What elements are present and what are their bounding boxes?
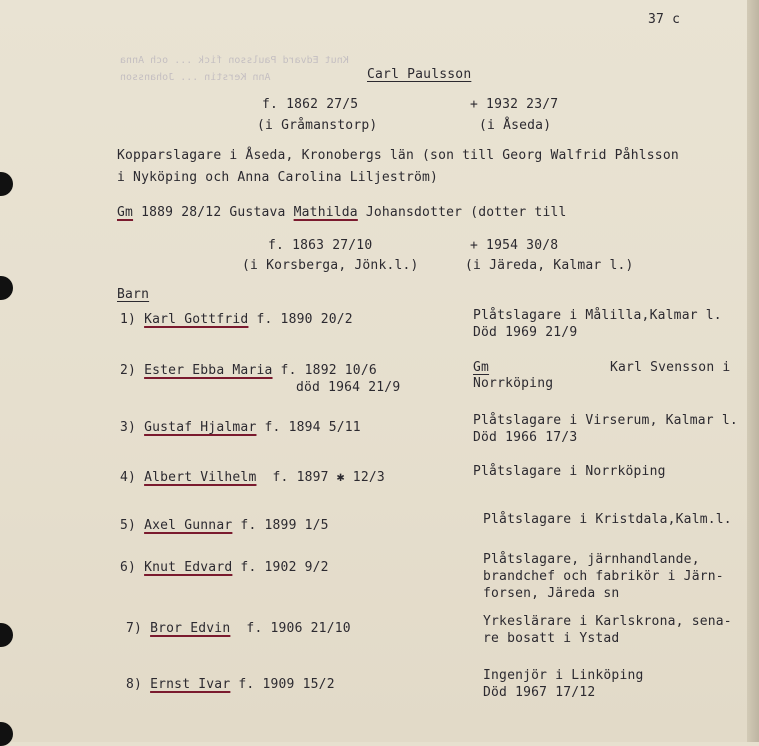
child-note: Död 1967 17/12	[483, 685, 596, 700]
death-place: (i Åseda)	[479, 118, 552, 133]
child-entry: 7) Bror Edvin f. 1906 21/10	[126, 621, 351, 636]
marriage-line: Gm 1889 28/12 Gustava Mathilda Johansdotter (dotter till	[117, 205, 567, 220]
spouse-death-date: + 1954 30/8	[470, 238, 559, 253]
child-entry: 6) Knut Edvard f. 1902 9/2	[120, 560, 329, 575]
child-entry: 4) Albert Vilhelm f. 1897 ✱ 12/3	[120, 470, 385, 485]
child-note: forsen, Järeda sn	[483, 586, 620, 601]
description-line: Kopparslagare i Åseda, Kronobergs län (son till Georg Walfrid Påhlsson	[117, 148, 679, 163]
child-note: Plåtslagare i Virserum, Kalmar l.	[473, 413, 738, 428]
child-note: Död 1966 17/3	[473, 430, 578, 445]
child-entry: 1) Karl Gottfrid f. 1890 20/2	[120, 312, 353, 327]
child-note: Död 1969 21/9	[473, 325, 578, 340]
child-note: Gm	[473, 360, 490, 375]
child-note: Ingenjör i Linköping	[483, 668, 644, 683]
bleed-through-line: Ann Kerstin ... Johansson	[120, 72, 271, 83]
child-note: Yrkeslärare i Karlskrona, sena-	[483, 614, 732, 629]
birth-place: (i Gråmanstorp)	[257, 118, 378, 133]
child-note: Norrköping	[473, 376, 554, 391]
child-entry: 3) Gustaf Hjalmar f. 1894 5/11	[120, 420, 361, 435]
child-note: Plåtslagare i Norrköping	[473, 464, 666, 479]
binder-hole	[0, 722, 13, 746]
child-entry: 8) Ernst Ivar f. 1909 15/2	[126, 677, 335, 692]
page-edge	[747, 0, 759, 742]
child-entry: 5) Axel Gunnar f. 1899 1/5	[120, 518, 329, 533]
child-note: re bosatt i Ystad	[483, 631, 620, 646]
spouse-death-place: (i Järeda, Kalmar l.)	[465, 258, 634, 273]
binder-hole	[0, 623, 13, 647]
child-note: Plåtslagare, järnhandlande,	[483, 552, 700, 567]
child-note: brandchef och fabrikör i Järn-	[483, 569, 724, 584]
birth-date: f. 1862 27/5	[262, 97, 359, 112]
page-number: 37 c	[648, 12, 681, 27]
spouse-birth-date: f. 1863 27/10	[268, 238, 373, 253]
spouse-birth-place: (i Korsberga, Jönk.l.)	[242, 258, 419, 273]
binder-hole	[0, 172, 13, 196]
person-name: Carl Paulsson	[367, 67, 472, 82]
child-spouse: Karl Svensson i	[610, 360, 731, 375]
children-heading: Barn	[117, 287, 150, 302]
binder-hole	[0, 276, 13, 300]
child-death: död 1964 21/9	[296, 380, 401, 395]
child-entry: 2) Ester Ebba Maria f. 1892 10/6	[120, 363, 377, 378]
child-note: Plåtslagare i Målilla,Kalmar l.	[473, 308, 722, 323]
death-date: + 1932 23/7	[470, 97, 559, 112]
bleed-through-line: Knut Edvard Paulsson fick ... och Anna	[120, 55, 349, 66]
child-note: Plåtslagare i Kristdala,Kalm.l.	[483, 512, 732, 527]
description-line: i Nyköping och Anna Carolina Liljeström)	[117, 170, 439, 185]
